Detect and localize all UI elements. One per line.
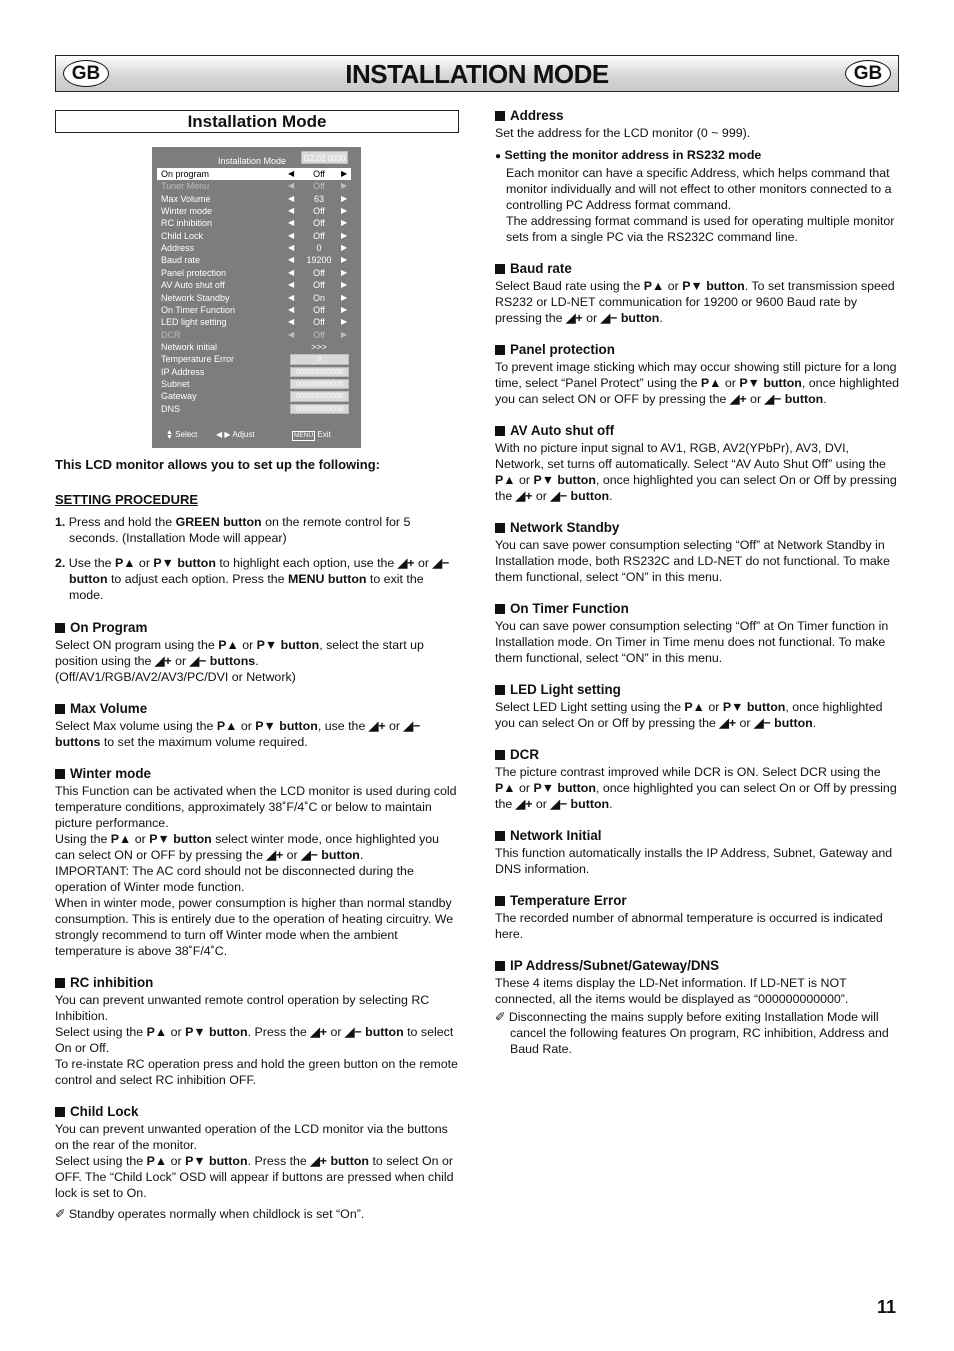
paragraph: You can save power consumption selecting “Off” at Network Standby in Installation mode, both RS232C and LD-NET do not functional. To make them functional, select “ON” in this menu. bbox=[495, 538, 890, 584]
subsection-heading: Winter mode bbox=[55, 766, 460, 782]
osd-row bbox=[157, 390, 351, 402]
section-av-auto-shut-off bbox=[495, 423, 901, 504]
square-bullet-icon bbox=[55, 623, 65, 633]
osd-row bbox=[157, 353, 351, 365]
child-lock-note: ✐ Standby operates normally when childlock is set “On”. bbox=[55, 1207, 365, 1221]
osd-row-label: Panel protection bbox=[161, 267, 227, 278]
osd-row-label: On Timer Function bbox=[161, 304, 236, 315]
osd-row-value: Off bbox=[313, 230, 325, 241]
osd-row bbox=[157, 205, 351, 217]
osd-row-label: On program bbox=[161, 169, 210, 179]
section-dcr bbox=[495, 747, 901, 812]
section-panel-protection bbox=[495, 342, 901, 407]
left-column bbox=[55, 457, 460, 1222]
page-title: INSTALLATION MODE bbox=[345, 58, 609, 89]
subsection-heading: On Timer Function bbox=[495, 601, 901, 617]
paragraph: (Off/AV1/RGB/AV2/AV3/PC/DVI or Network) bbox=[55, 670, 296, 684]
section-temperature-error bbox=[495, 893, 901, 942]
paragraph: Select using the P▲ or P▼ button. Press the ◢+ button to select On or OFF. The “Child Lock” OSD will appear if buttons are pressed when child lock is set to On. bbox=[55, 1154, 454, 1200]
osd-row bbox=[157, 329, 351, 341]
left-arrow-icon: ◀ bbox=[288, 193, 295, 203]
osd-row bbox=[157, 304, 351, 316]
osd-row-label: Network Standby bbox=[161, 292, 230, 303]
osd-row bbox=[157, 292, 351, 304]
square-bullet-icon bbox=[55, 1107, 65, 1117]
paragraph: Using the P▲ or P▼ button select winter mode, once highlighted you can select ON or OFF by pressing the ◢+ or ◢− button. bbox=[55, 832, 440, 862]
paragraph: Select LED Light setting using the P▲ or P▼ button, once highlighted you can select On or Off by pressing the ◢+ or ◢− button. bbox=[495, 700, 883, 730]
paragraph: Set the address for the LCD monitor (0 ~ 999). bbox=[495, 126, 751, 140]
subsection-heading: Child Lock bbox=[55, 1104, 460, 1120]
square-bullet-icon bbox=[495, 426, 505, 436]
square-bullet-icon bbox=[495, 264, 505, 274]
right-arrow-icon: ▶ bbox=[341, 255, 348, 265]
osd-row bbox=[157, 217, 351, 229]
left-arrow-icon: ◀ bbox=[288, 304, 295, 314]
paragraph: You can prevent unwanted operation of the LCD monitor via the buttons on the rear of the monitor. bbox=[55, 1122, 448, 1152]
left-arrow-icon: ◀ bbox=[288, 169, 295, 178]
paragraph: Select ON program using the P▲ or P▼ button, select the start up position using the ◢+ or ◢− buttons. bbox=[55, 638, 424, 668]
osd-row-label: AV Auto shut off bbox=[161, 280, 225, 291]
square-bullet-icon bbox=[55, 978, 65, 988]
square-bullet-icon bbox=[495, 831, 505, 841]
osd-row-value: Off bbox=[313, 169, 325, 179]
section-on-program bbox=[55, 620, 460, 685]
osd-row bbox=[157, 378, 351, 390]
right-arrow-icon: ▶ bbox=[341, 206, 348, 216]
section-on-timer-function bbox=[495, 601, 901, 666]
osd-row-value: Off bbox=[313, 280, 325, 291]
subsection-heading: On Program bbox=[55, 620, 460, 636]
subsection-heading: IP Address/Subnet/Gateway/DNS bbox=[495, 958, 901, 974]
osd-row-label: Baud rate bbox=[161, 255, 201, 266]
osd-row-value: Off bbox=[313, 218, 325, 229]
left-arrow-icon: ◀ bbox=[288, 243, 295, 253]
left-arrow-icon: ◀ bbox=[288, 329, 295, 339]
subsection-heading: Panel protection bbox=[495, 342, 901, 358]
round-bullet-icon: ● bbox=[495, 151, 502, 162]
square-bullet-icon bbox=[55, 704, 65, 714]
right-arrow-icon: ▶ bbox=[341, 193, 348, 203]
page-header bbox=[55, 55, 899, 92]
right-arrow-icon: ▶ bbox=[341, 181, 348, 191]
right-arrow-icon: ▶ bbox=[341, 304, 348, 314]
osd-row-label: Max Volume bbox=[161, 193, 211, 204]
osd-adjust-label: Adjust bbox=[232, 430, 255, 439]
section-network-initial bbox=[495, 828, 901, 877]
intro-text: This LCD monitor allows you to set up the following: bbox=[55, 457, 380, 472]
right-arrow-icon: ▶ bbox=[341, 280, 348, 290]
section-network-standby bbox=[495, 520, 901, 585]
osd-row-value: 000000000000 bbox=[290, 391, 349, 402]
section-ip-address bbox=[495, 958, 901, 1057]
square-bullet-icon bbox=[495, 604, 505, 614]
paragraph: Select using the P▲ or P▼ button. Press the ◢+ or ◢− button to select On or Off. bbox=[55, 1025, 454, 1055]
right-column bbox=[495, 108, 901, 1057]
right-arrow-icon: ▶ bbox=[341, 243, 348, 253]
paragraph: This function automatically installs the IP Address, Subnet, Gateway and DNS information. bbox=[495, 846, 893, 876]
osd-row bbox=[157, 180, 351, 192]
osd-row-value: 63 bbox=[313, 193, 324, 204]
osd-row-value: Off bbox=[313, 181, 325, 192]
osd-footer-select bbox=[166, 427, 197, 443]
right-arrow-icon: ▶ bbox=[341, 230, 348, 240]
paragraph: Each monitor can have a specific Address, which helps command that monitor individually and will not effect to other monitors connected to a controlling PC Address format command. bbox=[506, 166, 892, 212]
procedure-title: SETTING PROCEDURE bbox=[55, 492, 199, 507]
square-bullet-icon bbox=[55, 769, 65, 779]
osd-row-value: 000000000000 bbox=[290, 404, 349, 415]
paragraph: With no picture input signal to AV1, RGB, AV2(YPbPr), AV3, DVI, Network, set turns off automatically. Select “AV Auto Shut Off” using the P▲ or P▼ button, once highlighted you can select On or Off by pressing the ◢+ or ◢− button. bbox=[495, 441, 897, 503]
osd-row-value: 0 bbox=[290, 354, 349, 365]
paragraph: When in winter mode, power consumption is higher than normal standby consumption. This is entirely due to the operation of heating circuitry. We strongly recommend to turn off Winter mode when the ambient temperature is above 38˚F/4˚C. bbox=[55, 896, 454, 958]
osd-row bbox=[157, 254, 351, 266]
osd-row-label: Gateway bbox=[161, 391, 197, 402]
section-max-volume bbox=[55, 701, 460, 750]
left-arrow-icon: ◀ bbox=[288, 267, 295, 277]
osd-row-value: Off bbox=[313, 329, 325, 340]
subsection-heading: Network Standby bbox=[495, 520, 901, 536]
paragraph: The addressing format command is used for operating multiple monitor sets from a single PC via the RS232C command line. bbox=[506, 214, 895, 244]
right-arrow-icon: ▶ bbox=[341, 267, 348, 277]
left-arrow-icon: ◀ bbox=[288, 317, 295, 327]
subsection-heading: Baud rate bbox=[495, 261, 901, 277]
right-arrow-icon: ▶ bbox=[341, 218, 348, 228]
osd-select-label: Select bbox=[175, 430, 198, 439]
square-bullet-icon bbox=[495, 750, 505, 760]
paragraph: IMPORTANT: The AC cord should not be disconnected during the operation of Winter mode function. bbox=[55, 864, 414, 894]
osd-exit-label: Exit bbox=[317, 430, 331, 439]
paragraph: These 4 items display the LD-Net information. If LD-NET is NOT connected, all the items would be displayed as “000000000000”. bbox=[495, 976, 849, 1006]
osd-row-label: Subnet bbox=[161, 378, 190, 389]
osd-row bbox=[157, 316, 351, 328]
osd-row-label: DCR bbox=[161, 329, 181, 340]
mains-supply-note: ✐ Disconnecting the mains supply before exiting Installation Mode will cancel the following features On program, RC inhibition, Address and Baud Rate. bbox=[495, 1010, 889, 1056]
page-number: 11 bbox=[877, 1297, 897, 1317]
square-bullet-icon bbox=[495, 111, 505, 121]
osd-row-value: Off bbox=[313, 317, 325, 328]
paragraph: ● Setting the monitor address in RS232 mode bbox=[495, 148, 762, 162]
square-bullet-icon bbox=[495, 523, 505, 533]
pencil-note-icon: ✐ bbox=[495, 1010, 506, 1024]
osd-footer-adjust bbox=[216, 427, 255, 443]
section-address bbox=[495, 108, 901, 245]
paragraph: This Function can be activated when the LCD monitor is used during cold temperature conditions, approximately 38˚F/4˚C or below to maintain picture performance. bbox=[55, 784, 457, 830]
section-child-lock bbox=[55, 1104, 460, 1222]
left-arrow-icon: ◀ bbox=[288, 206, 295, 216]
paragraph: The recorded number of abnormal temperature is occurred is indicated here. bbox=[495, 911, 883, 941]
paragraph: You can save power consumption selecting “Off” at On Timer function in Installation mode. On Timer in Time menu does not functional. To make them functional, select “ON” in this menu. bbox=[495, 619, 889, 665]
osd-row-value: 19200 bbox=[306, 255, 332, 266]
osd-row-label: Temperature Error bbox=[161, 354, 235, 365]
osd-row bbox=[157, 230, 351, 242]
osd-row-value: Off bbox=[313, 304, 325, 315]
left-right-arrow-icon: ◀ ▶ bbox=[216, 430, 231, 439]
osd-row-label: RC inhibition bbox=[161, 218, 213, 229]
osd-row-label: Tuner Menu bbox=[161, 181, 210, 192]
pencil-note-icon: ✐ bbox=[55, 1207, 66, 1221]
section-baud-rate bbox=[495, 261, 901, 326]
paragraph: To prevent image sticking which may occur showing still picture for a long time, select “Panel Protect” using the P▲ or P▼ button, once highlighted you can select ON or OFF by pressing the ◢+ or ◢− button. bbox=[495, 360, 900, 406]
osd-row-value: Off bbox=[313, 206, 325, 217]
osd-row bbox=[157, 168, 351, 180]
osd-row bbox=[157, 366, 351, 378]
osd-menu-key: MENU bbox=[294, 432, 314, 439]
right-arrow-icon: ▶ bbox=[341, 292, 348, 302]
osd-row bbox=[157, 403, 351, 415]
left-arrow-icon: ◀ bbox=[288, 230, 295, 240]
subsection-heading: RC inhibition bbox=[55, 975, 460, 991]
left-arrow-icon: ◀ bbox=[288, 255, 295, 265]
section-led-light-setting bbox=[495, 682, 901, 731]
square-bullet-icon bbox=[495, 896, 505, 906]
osd-row-value: >>> bbox=[311, 341, 327, 352]
paragraph: Select Max volume using the P▲ or P▼ button, use the ◢+ or ◢− buttons to set the maximum volume required. bbox=[55, 719, 421, 749]
left-arrow-icon: ◀ bbox=[288, 181, 295, 191]
paragraph: To re-instate RC operation press and hold the green button on the remote control and select RC inhibition OFF. bbox=[55, 1057, 458, 1087]
osd-row-label: Winter mode bbox=[161, 206, 213, 217]
subsection-heading: AV Auto shut off bbox=[495, 423, 901, 439]
osd-row-value: On bbox=[312, 292, 325, 303]
section-title: Installation Mode bbox=[55, 110, 459, 133]
osd-row-label: Network initial bbox=[161, 341, 218, 352]
osd-row bbox=[157, 267, 351, 279]
subsection-heading: Network Initial bbox=[495, 828, 901, 844]
section-rc-inhibition bbox=[55, 975, 460, 1088]
right-arrow-icon: ▶ bbox=[341, 317, 348, 327]
square-bullet-icon bbox=[495, 345, 505, 355]
subsection-heading: LED Light setting bbox=[495, 682, 901, 698]
osd-row bbox=[157, 242, 351, 254]
osd-row-value: 000000000000 bbox=[290, 379, 349, 390]
section-winter-mode bbox=[55, 766, 460, 959]
paragraph: You can prevent unwanted remote control operation by selecting RC Inhibition. bbox=[55, 993, 430, 1023]
step-1: 1. Press and hold the GREEN button on the remote control for 5 seconds. (Installation Mode will appear) bbox=[55, 515, 411, 545]
subsection-heading: Address bbox=[495, 108, 901, 124]
osd-row-value: 0 bbox=[316, 243, 322, 254]
paragraph: The picture contrast improved while DCR is ON. Select DCR using the P▲ or P▼ button, once highlighted you can select On or Off by pressing the ◢+ or ◢− button. bbox=[495, 765, 897, 811]
osd-row bbox=[157, 341, 351, 353]
osd-version: G2.02 0000 bbox=[301, 151, 348, 164]
step-2: 2. Use the P▲ or P▼ button to highlight each option, use the ◢+ or ◢− button to adjust each option. Press the MENU button to exit the mode. bbox=[55, 556, 450, 602]
osd-row-value: 000000000000 bbox=[290, 367, 349, 378]
right-arrow-icon: ▶ bbox=[341, 169, 348, 178]
osd-footer-exit bbox=[292, 427, 331, 443]
subsection-heading: Max Volume bbox=[55, 701, 460, 717]
square-bullet-icon bbox=[495, 961, 505, 971]
osd-row bbox=[157, 279, 351, 291]
left-arrow-icon: ◀ bbox=[288, 280, 295, 290]
subsection-heading: Temperature Error bbox=[495, 893, 901, 909]
osd-row bbox=[157, 193, 351, 205]
gb-badge-left: GB bbox=[63, 60, 109, 87]
subsection-heading: DCR bbox=[495, 747, 901, 763]
left-arrow-icon: ◀ bbox=[288, 218, 295, 228]
osd-menu-screenshot bbox=[152, 147, 361, 448]
paragraph: Select Baud rate using the P▲ or P▼ button. To set transmission speed RS232 or LD-NET communication for 19200 or 9600 Baud rate by pressing the ◢+ or ◢− button. bbox=[495, 279, 895, 325]
osd-row-label: Address bbox=[161, 243, 195, 254]
gb-badge-right: GB bbox=[845, 60, 891, 87]
left-arrow-icon: ◀ bbox=[288, 292, 295, 302]
osd-row-label: DNS bbox=[161, 403, 181, 414]
right-arrow-icon: ▶ bbox=[341, 329, 348, 339]
square-bullet-icon bbox=[495, 685, 505, 695]
osd-row-value: Off bbox=[313, 267, 325, 278]
osd-row-label: LED light setting bbox=[161, 317, 227, 328]
osd-row-label: IP Address bbox=[161, 366, 205, 377]
osd-row-label: Child Lock bbox=[161, 230, 204, 241]
osd-title: Installation Mode bbox=[218, 156, 287, 166]
up-down-arrow-icon: ▲ ▼ bbox=[166, 428, 173, 441]
